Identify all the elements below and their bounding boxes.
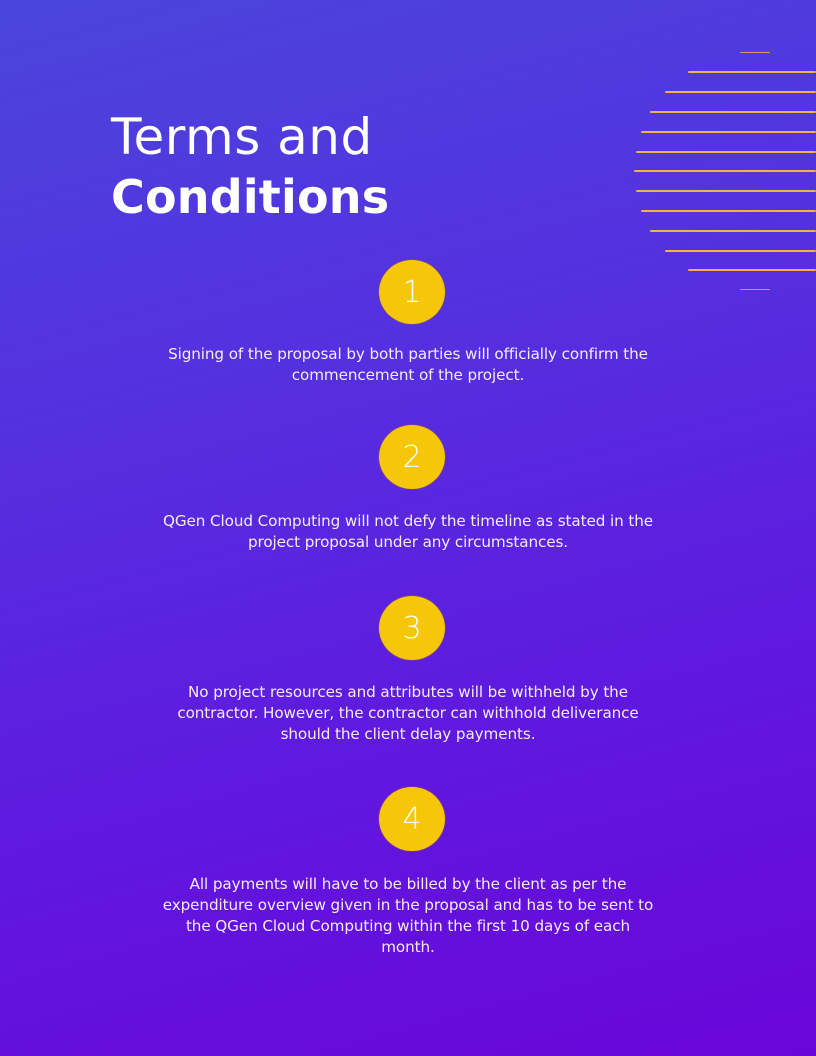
stripe — [634, 170, 816, 172]
number-badge — [379, 787, 445, 851]
stripe — [636, 151, 816, 153]
page-title-line2: Conditions — [111, 170, 390, 224]
stripe — [650, 111, 816, 113]
term-text: Signing of the proposal by both parties will officially confirm the commencement of the project. — [168, 345, 648, 384]
page-title — [111, 108, 390, 224]
stripe — [688, 71, 816, 73]
stripe — [740, 289, 770, 290]
stripe — [636, 190, 816, 192]
number-badge — [379, 596, 445, 660]
term-number: 1 — [402, 274, 422, 310]
term-text: No project resources and attributes will be withheld by the contractor. However, the contractor can withhold deliverance should the client delay payments. — [177, 683, 639, 743]
stripe — [650, 230, 816, 232]
term-number: 4 — [402, 801, 422, 837]
stripe — [641, 131, 816, 133]
term-number: 2 — [402, 439, 422, 475]
stripe — [688, 269, 816, 271]
page-title-line1: Terms and — [111, 108, 373, 166]
term-text: QGen Cloud Computing will not defy the timeline as stated in the project proposal under any circumstances. — [163, 512, 653, 551]
stripe — [665, 250, 816, 252]
number-badge — [379, 425, 445, 489]
term-text: All payments will have to be billed by the client as per the expenditure overview given in the proposal and has to be sent to the QGen Cloud Computing within the first 10 days of each month. — [162, 875, 654, 956]
stripe — [665, 91, 816, 93]
stripe — [740, 52, 770, 53]
stripe — [641, 210, 816, 212]
number-badge — [379, 260, 445, 324]
term-number: 3 — [402, 610, 422, 646]
